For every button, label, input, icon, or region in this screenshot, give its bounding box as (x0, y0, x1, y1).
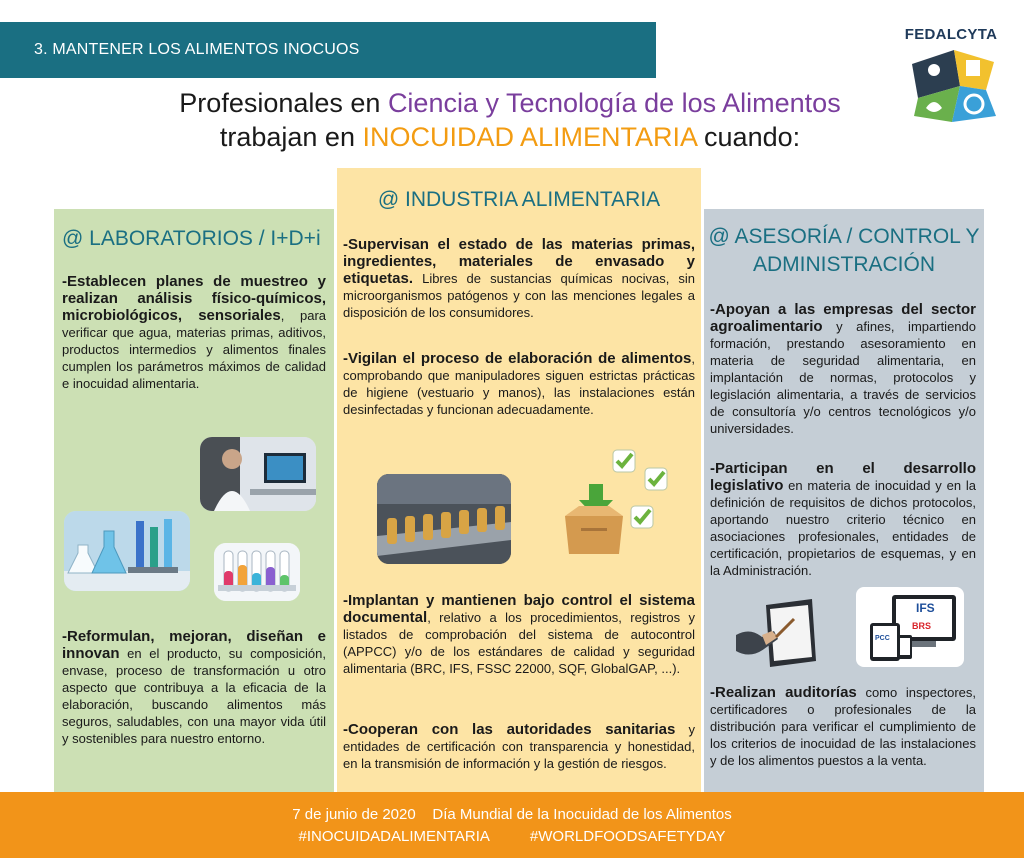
production-line-photo (377, 474, 511, 564)
column-title: @ INDUSTRIA ALIMENTARIA (377, 188, 661, 211)
footer-line-1 (0, 806, 1024, 823)
column-laboratorios (54, 209, 334, 794)
paragraph-vigilan (343, 350, 695, 418)
paragraph-body: , relativo a los procedimientos, registros y listados de comprobación del sistema de autocontrol (APPCC) y/o de los estándares de calidad y seguridad alimentaria (BRC, IFS, FSSC 22000, SQF, GlobalGAP, ...). (343, 610, 695, 676)
paragraph-lead: -Vigilan el proceso de elaboración de alimentos (343, 350, 692, 367)
bottling-line-icon (377, 474, 511, 564)
brs-label: BRS (912, 621, 932, 631)
checkmark-icon (645, 468, 667, 490)
paragraph-body: y entidades de certificación con transparencia y honestidad, en la transmisión de información y la gestión de riesgos. (343, 722, 695, 771)
headline (120, 86, 900, 154)
ifs-label: IFS (916, 601, 935, 615)
headline-text: cuando: (696, 122, 801, 152)
devices-icon (856, 587, 964, 667)
lab-technician-icon (200, 437, 316, 511)
headline-line-2 (120, 120, 900, 154)
paragraph-auditorias (710, 684, 976, 769)
column-industria (337, 168, 701, 794)
paragraph-body: en el producto, su composición, envase, proceso de transformación u otro aspecto que contribuya a la eficacia de la elaboración, buscando alimentos más seguros, saludables, con una mayor vida útil y sostenibles para nuestro entorno. (62, 646, 326, 746)
paragraph-lead: -Apoyan a las empresas del sector agroalimentario (710, 301, 976, 335)
paragraph-cooperan (343, 721, 695, 772)
hashtag-inocuidad: #INOCUIDADALIMENTARIA (298, 828, 490, 845)
paragraph-lead: -Implantan y mantienen bajo control el sistema documental (343, 592, 695, 626)
section-banner (0, 22, 656, 78)
paragraph-apoyan (710, 301, 976, 437)
column-title: @ ASESORÍA / CONTROL Y ADMINISTRACIÓN (708, 225, 980, 276)
headline-line-1 (120, 86, 900, 120)
headline-text: trabajan en (219, 122, 363, 152)
paragraph-lead: -Participan en el desarrollo legislativo (710, 460, 976, 494)
paragraph-muestreo (62, 273, 326, 392)
paragraph-lead: -Reformulan, mejoran, diseñan e innovan (62, 628, 326, 662)
paragraph-body: como inspectores, certificadores o profesionales de la distribución para verificar el cumplimiento de los criterios de inocuidad de las instalaciones y de los alimentos puestos a la venta. (710, 685, 976, 768)
headline-text: Profesionales en (179, 88, 388, 118)
test-tubes-icon (214, 543, 300, 601)
logo-text: FEDALCYTA (904, 26, 998, 43)
paragraph-body: , para verificar que agua, materias primas, aditivos, productos intermedios y alimentos finales cumplen los parámetros máximos de calidad e inocuidad alimentaria. (62, 308, 327, 391)
checkmark-icon (631, 506, 653, 528)
logo-emblem-icon (904, 46, 1000, 124)
paragraph-lead: -Realizan auditorías (710, 684, 857, 701)
certification-devices-illustration (856, 587, 964, 667)
paragraph-body: , comprobando que manipuladores siguen estrictas prácticas de higiene (vestuario y manos), las instalaciones están desinfectadas y funcionan adecuadamente. (343, 351, 695, 417)
box-checkmarks-icon (559, 444, 679, 560)
headline-highlight-safety: INOCUIDAD ALIMENTARIA (362, 122, 697, 152)
paragraph-lead: -Supervisan el estado de las materias primas, ingredientes, materiales de envasado y etiquetas. (343, 236, 695, 287)
column-asesoria (704, 209, 984, 794)
paragraph-body: en materia de inocuidad y en la definición de requisitos de dichos protocolos, aportando nuestro criterio técnico en asociaciones profesionales, entidades de certificación, propietarios de esquemas, y en la Administración. (710, 478, 976, 578)
paragraph-implantan (343, 592, 695, 677)
lab-technician-photo (200, 437, 316, 511)
footer-banner (0, 792, 1024, 858)
checkmark-icon (613, 450, 635, 472)
column-title: @ LABORATORIOS / I+D+i (62, 227, 321, 250)
paragraph-lead: -Establecen planes de muestreo y realizan análisis físico-químicos, microbiológicos, sensoriales (62, 273, 326, 324)
clipboard-icon (732, 595, 822, 671)
approved-box-illustration (559, 444, 679, 560)
section-title: 3. MANTENER LOS ALIMENTOS INOCUOS (34, 41, 360, 58)
fedalcyta-logo (896, 26, 1006, 126)
paragraph-participan (710, 460, 976, 579)
clipboard-audit-illustration (732, 595, 822, 671)
paragraph-body: Libres de sustancias químicas nocivas, sin microorganismos patógenos y con las menciones legales a disposición de los consumidores. (343, 271, 695, 320)
footer-line-2 (0, 828, 1024, 845)
footer-event: Día Mundial de la Inocuidad de los Alimentos (432, 806, 732, 823)
pcc-label: PCC (875, 635, 890, 642)
paragraph-lead: -Cooperan con las autoridades sanitarias (343, 721, 676, 738)
flasks-icon (64, 511, 190, 591)
footer-date: 7 de junio de 2020 (292, 806, 416, 823)
paragraph-innovan (62, 628, 326, 747)
paragraph-supervisan (343, 236, 695, 321)
hashtag-worldfoodsafety: #WORLDFOODSAFETYDAY (529, 828, 726, 845)
lab-flasks-photo (64, 511, 190, 591)
headline-highlight-science: Ciencia y Tecnología de los Alimentos (387, 88, 841, 118)
paragraph-body: y afines, impartiendo formación, prestando asesoramiento en materia de seguridad alimentaria, en implantación de normas, protocolos y legislación alimentaria, a través de servicios de consultoría y/o centros tecnológicos y/o universidades. (710, 319, 976, 436)
test-tubes-photo (214, 543, 300, 601)
